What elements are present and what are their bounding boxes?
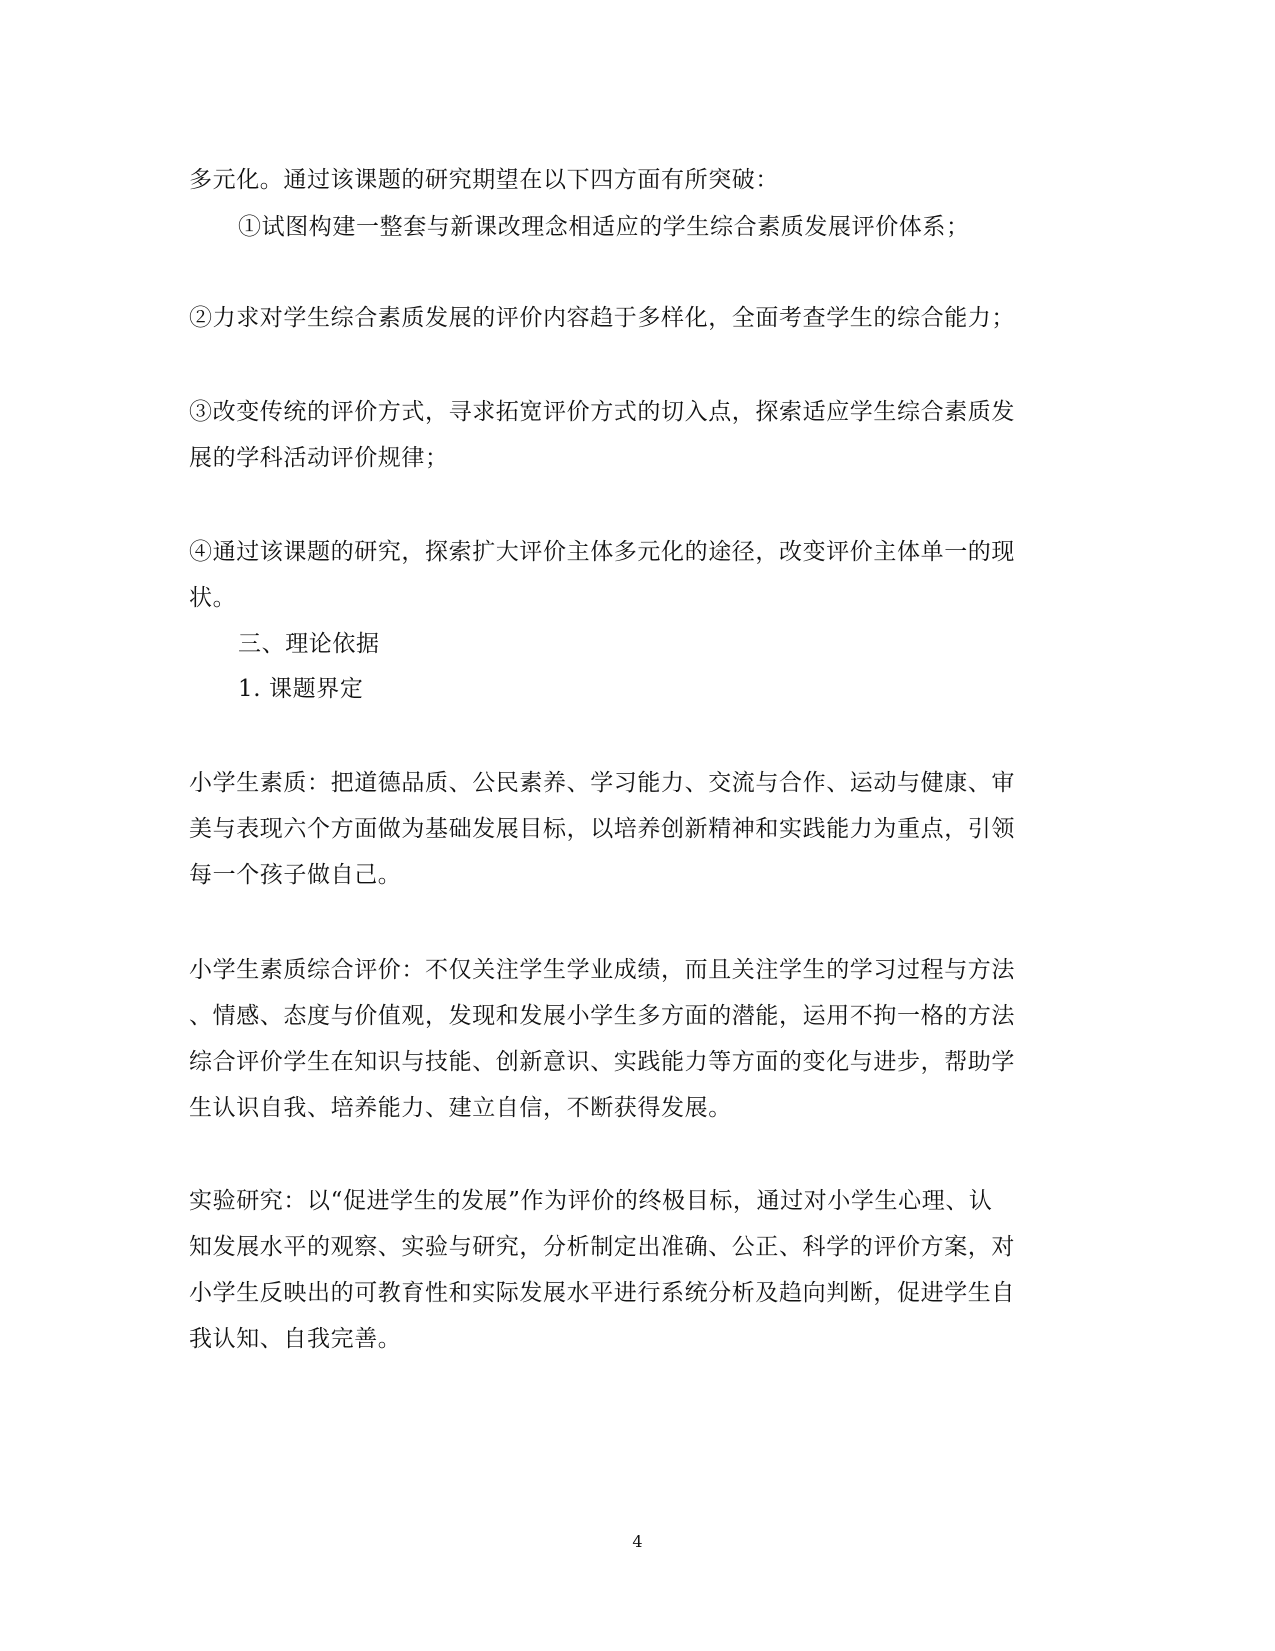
text-line: 小学生素质：把道德品质、公民素养、学习能力、交流与合作、运动与健康、审: [189, 770, 1015, 796]
page-number: 4: [632, 1532, 643, 1551]
list-item-4: ④通过该课题的研究，探索扩大评价主体多元化的途径，改变评价主体单一的现: [189, 539, 1015, 565]
text-line: 小学生反映出的可教育性和实际发展水平进行系统分析及趋向判断，促进学生自: [189, 1280, 1015, 1306]
section-heading: 三、理论依据: [238, 631, 380, 657]
text-line: 小学生素质综合评价：不仅关注学生学业成绩，而且关注学生的学习过程与方法: [189, 957, 1015, 983]
text-line: 我认知、自我完善。: [189, 1326, 402, 1352]
list-item-2: ②力求对学生综合素质发展的评价内容趋于多样化，全面考查学生的综合能力；: [189, 305, 1015, 331]
list-item-1: ①试图构建一整套与新课改理念相适应的学生综合素质发展评价体系；: [238, 214, 970, 240]
text-line: 展的学科活动评价规律；: [189, 445, 449, 471]
text-line: 知发展水平的观察、实验与研究，分析制定出准确、公正、科学的评价方案，对: [189, 1234, 1015, 1260]
text-line: 美与表现六个方面做为基础发展目标，以培养创新精神和实践能力为重点，引领: [189, 816, 1015, 842]
text-line: 多元化。通过该课题的研究期望在以下四方面有所突破：: [189, 167, 779, 193]
subsection-heading: 1. 课题界定: [238, 676, 364, 702]
text-line: 实验研究：以“促进学生的发展”作为评价的终极目标，通过对小学生心理、认: [189, 1188, 993, 1214]
text-line: 、情感、态度与价值观，发现和发展小学生多方面的潜能，运用不拘一格的方法: [189, 1003, 1015, 1029]
text-line: 状。: [189, 585, 237, 611]
list-item-3: ③改变传统的评价方式，寻求拓宽评价方式的切入点，探索适应学生综合素质发: [189, 399, 1015, 425]
text-line: 生认识自我、培养能力、建立自信，不断获得发展。: [189, 1095, 732, 1121]
text-line: 每一个孩子做自己。: [189, 862, 402, 888]
text-line: 综合评价学生在知识与技能、创新意识、实践能力等方面的变化与进步，帮助学: [189, 1049, 1015, 1075]
